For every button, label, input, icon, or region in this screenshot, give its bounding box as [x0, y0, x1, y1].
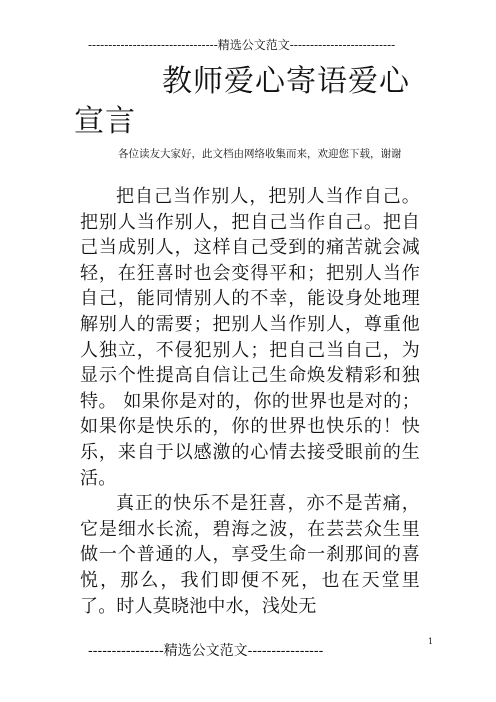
- document-body: [80, 184, 420, 619]
- body-paragraph: 把自己当作别人，把别人当作自己。把别人当作别人，把自己当作自己。把自己当成别人，这样自己受到的痛苦就会减轻，在狂喜时也会变得平和；把别人当作自己，能同情别人的不幸，能设身处地理解别人的需要；把别人当作别人，尊重他人独立，不侵犯别人；把自己当自己，为显示个性提高自信让己生命焕发精彩和独特。 如果你是对的，你的世界也是对的；如果你是快乐的，你的世界也快乐的！快乐，来自于以感激的心情去接受眼前的生活。: [80, 186, 420, 489]
- download-note: 各位读友大家好，此文档由网络收集而来，欢迎您下载，谢谢: [118, 148, 402, 160]
- page-number: 1: [428, 637, 434, 646]
- document-title-line-1: 教师爱心寄语爱心: [162, 64, 410, 99]
- body-paragraph: 真正的快乐不是狂喜，亦不是苦痛，它是细水长流，碧海之波，在芸芸众生里做一个普通的人，享受生命一刹那间的喜悦，那么，我们即便不死，也在天堂里了。时人莫晓池中水，浅处无: [80, 493, 420, 617]
- page-header: --------------------------------精选公文范文--------------------------: [88, 38, 396, 52]
- document-title-line-2: 宣言: [74, 104, 136, 139]
- page-footer: ----------------精选公文范文----------------: [88, 643, 324, 659]
